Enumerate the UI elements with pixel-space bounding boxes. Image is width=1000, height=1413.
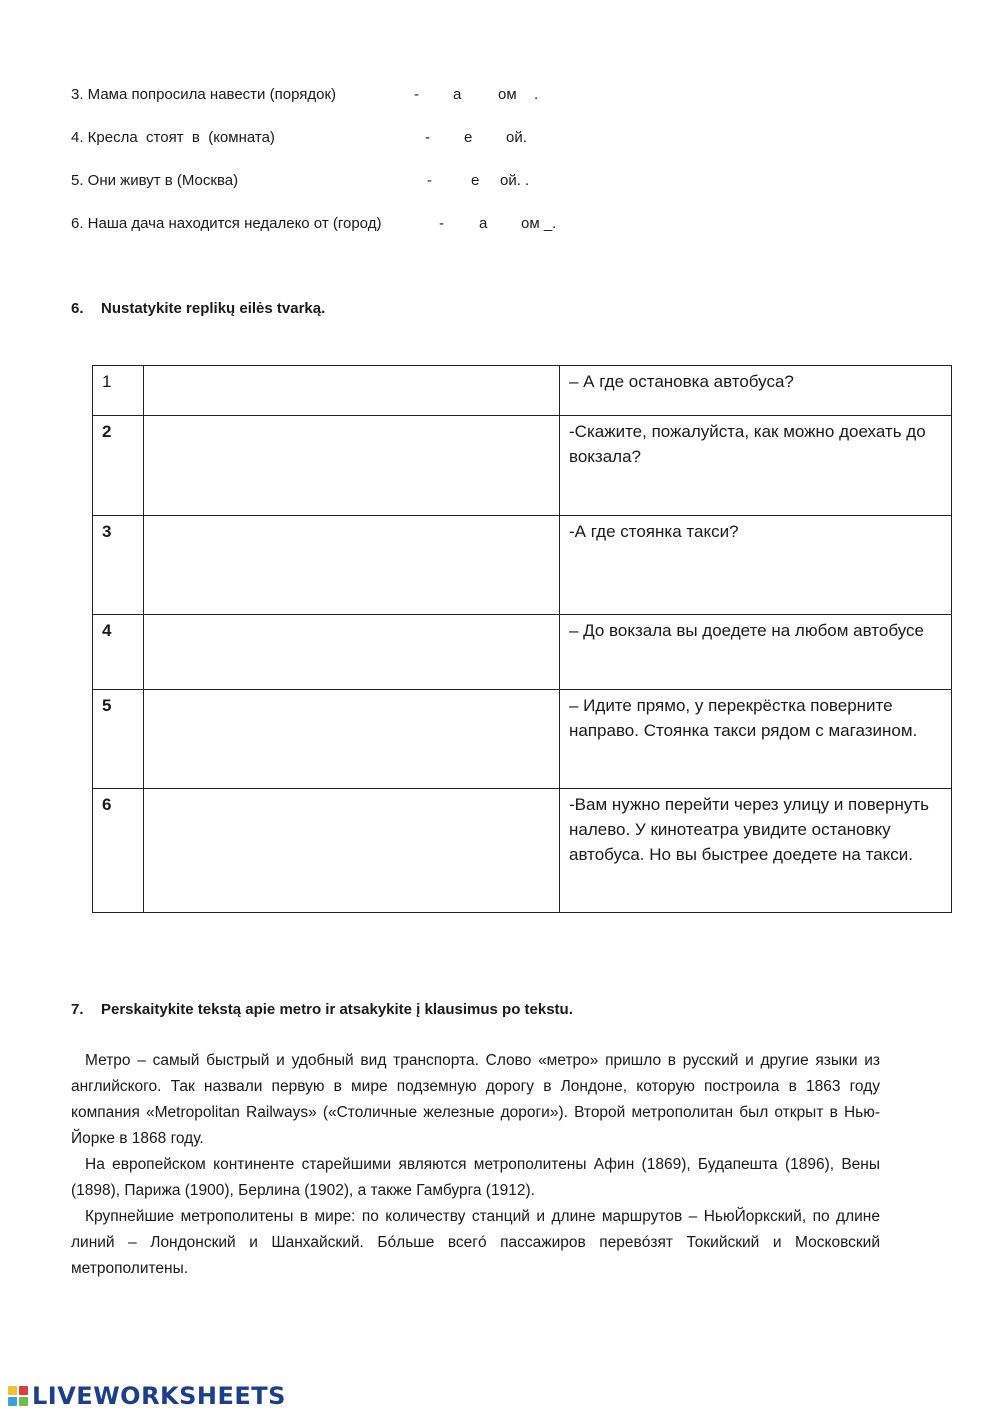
answer-cell[interactable] [144,690,560,789]
exercise-line-text: 4. Кресла стоят в (комната) [71,129,275,146]
table-row [93,690,952,789]
answer-cell[interactable] [144,615,560,690]
reply-cell: – Идите прямо, у перекрёстка поверните направо. Стоянка такси рядом с магазином. [560,690,952,789]
reply-cell: – До вокзала вы доедете на любом автобусе [560,615,952,690]
exercise-line-3 [71,86,771,106]
exercise-6-heading [71,300,871,320]
answer-cell[interactable] [144,416,560,516]
exercise-7-title: Perskaitykite tekstą apie metro ir atsakykite į klausimus po tekstu. [101,1001,573,1018]
reply-cell: -Вам нужно перейти через улицу и повернуть налево. У кинотеатра увидите остановку автобуса. Но вы быстрее доедете на такси. [560,789,952,913]
row-number: 6 [93,789,144,913]
table-row [93,366,952,416]
text-paragraph-3: Крупнейшие метрополитены в мире: по количеству станций и длине маршрутов – НьюЙоркский, по длине линий – Лондонский и Шанхайский. Бóльше всегó пассажиров перевóзят Токийский и Московский метрополитены. [71,1208,880,1277]
row-number: 4 [93,615,144,690]
row-number: 1 [93,366,144,416]
table-row [93,416,952,516]
exercise-ending-b: ой. . [500,172,530,189]
table-row [93,516,952,615]
reply-cell: – А где остановка автобуса? [560,366,952,416]
exercise-line-4 [71,129,771,149]
logo-block [19,1386,28,1395]
table-row [93,615,952,690]
exercise-line-text: 3. Мама попросила навести (порядок) [71,86,337,103]
row-number: 5 [93,690,144,789]
liveworksheets-logo [8,1381,286,1411]
exercise-dash: - [439,215,444,232]
reply-cell: -Скажите, пожалуйста, как можно доехать до вокзала? [560,416,952,516]
exercise-dash: - [425,129,430,146]
table-row [93,789,952,913]
exercise-ending-b: ой. [506,129,527,146]
exercise-6-title: Nustatykite replikų eilės tvarką. [101,300,326,317]
exercise-ending-a: а [479,215,488,232]
exercise-ending-b: ом _. [521,215,557,232]
exercise-line-6 [71,215,771,235]
reply-cell: -А где стоянка такси? [560,516,952,615]
answer-cell[interactable] [144,789,560,913]
exercise-line-5 [71,172,771,192]
logo-text: LIVEWORKSHEETS [32,1382,286,1410]
text-paragraph-2: На европейском континенте старейшими являются метрополитены Афин (1869), Будапешта (1896), Вены (1898), Парижа (1900), Берлина (1902), а также Гамбурга (1912). [71,1156,880,1199]
exercise-7-number: 7. [71,1001,84,1018]
row-number: 3 [93,516,144,615]
exercise-ending-b: ом [498,86,517,103]
exercise-ending-a: е [471,172,480,189]
exercise-end: . [534,86,539,103]
exercise-7-heading [71,1001,871,1021]
logo-block [8,1397,17,1406]
dialogue-order-table [92,365,952,913]
text-paragraph-1: Метро – самый быстрый и удобный вид транспорта. Слово «метро» пришло в русский и другие языки из английского. Так назвали первую в мире подземную дорогу в Лондоне, которую построила в 1863 году компания «Metropolitan Railways» («Столичные железные дороги»). Второй метрополитан был открыт в Нью-Йорке в 1868 году. [71,1052,880,1147]
logo-block [19,1397,28,1406]
logo-blocks-icon [8,1386,28,1406]
exercise-6-number: 6. [71,300,84,317]
row-number: 2 [93,416,144,516]
exercise-line-text: 5. Они живут в (Москва) [71,172,239,189]
exercise-line-text: 6. Наша дача находится недалеко от (город) [71,215,382,232]
exercise-dash: - [427,172,432,189]
logo-block [8,1386,17,1395]
exercise-dash: - [414,86,419,103]
exercise-ending-a: а [453,86,462,103]
answer-cell[interactable] [144,516,560,615]
exercise-ending-a: е [464,129,473,146]
answer-cell[interactable] [144,366,560,416]
